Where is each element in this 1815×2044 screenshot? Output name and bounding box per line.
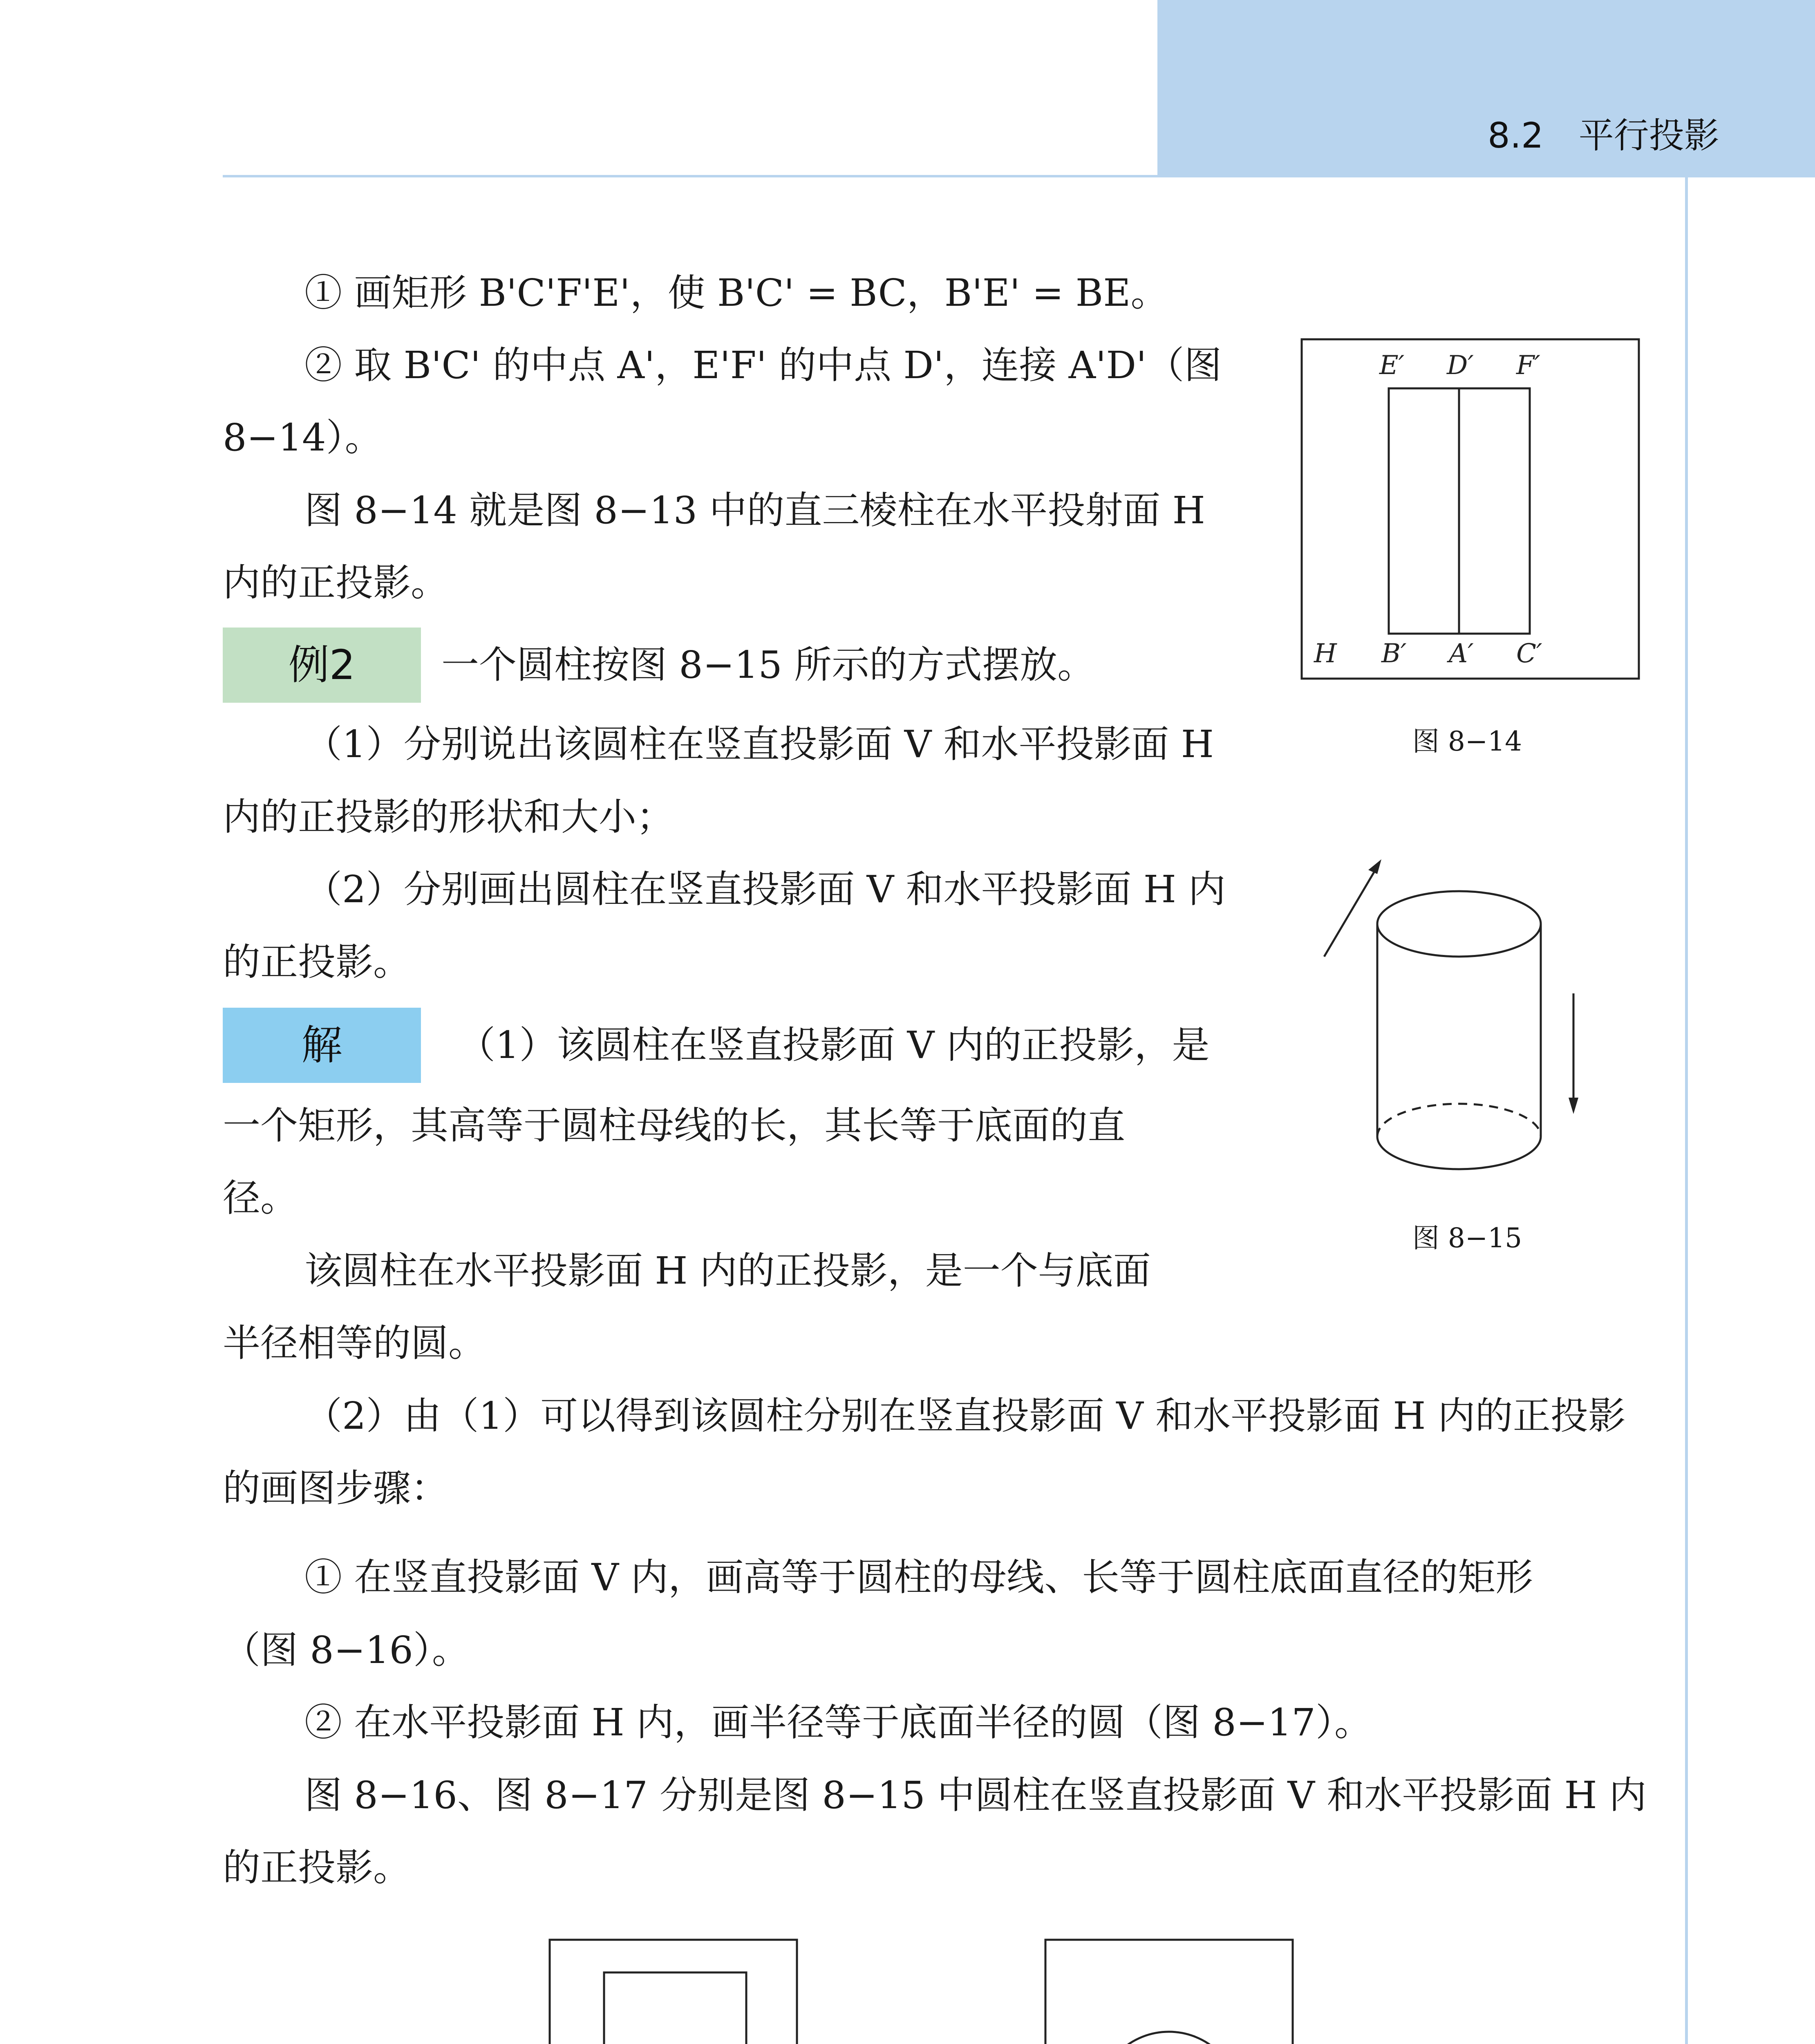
paragraph: 图 8−14 就是图 8−13 中的直三棱柱在水平投射面 H	[304, 489, 1205, 532]
figure-8-15	[1316, 850, 1602, 1177]
paragraph: 半径相等的圆。	[223, 1321, 486, 1365]
label-d-prime: D′	[1447, 350, 1474, 381]
oblique-arrow-head	[1368, 859, 1381, 874]
paragraph: （1）该圆柱在竖直投影面 V 内的正投影，是	[458, 1023, 1210, 1067]
label-f-prime: F′	[1516, 350, 1540, 381]
vertical-arrow-head	[1569, 1098, 1578, 1114]
paragraph: ② 在水平投影面 H 内，画半径等于底面半径的圆（图 8−17）。	[304, 1701, 1372, 1744]
paragraph: ① 画矩形 B'C'F'E'，使 B'C' = BC，B'E' = BE。	[304, 271, 1168, 315]
paragraph: 的正投影。	[223, 1846, 411, 1889]
paragraph: 的正投影。	[223, 940, 411, 984]
cylinder-bottom-back	[1377, 1104, 1541, 1136]
paragraph: 8−14）。	[223, 416, 383, 459]
label-a-prime: A′	[1449, 639, 1474, 669]
label-e-prime: E′	[1379, 350, 1405, 381]
cylinder-front-view	[604, 1972, 746, 2044]
section-title: 8.2 平行投影	[1488, 115, 1719, 156]
label-b-prime: B′	[1381, 639, 1407, 669]
paragraph: ① 在竖直投影面 V 内，画高等于圆柱的母线、长等于圆柱底面直径的矩形	[304, 1555, 1533, 1599]
figure-caption: 图 8−14	[1412, 726, 1522, 757]
horizontal-plane-frame	[1302, 339, 1639, 679]
solution-badge: 解	[223, 1008, 421, 1083]
vertical-plane-frame	[550, 1940, 797, 2044]
cylinder-top	[1377, 891, 1541, 957]
figure-caption: 图 8−15	[1412, 1222, 1522, 1254]
paragraph: 该圆柱在水平投影面 H 内的正投影，是一个与底面	[304, 1249, 1151, 1293]
figure-8-17	[1045, 1940, 1295, 2044]
label-c-prime: C′	[1516, 639, 1542, 669]
paragraph: 径。	[223, 1176, 298, 1220]
paragraph: 一个矩形，其高等于圆柱母线的长，其长等于底面的直	[223, 1104, 1126, 1148]
horizontal-plane-frame	[1045, 1940, 1293, 2044]
figure-8-16	[550, 1940, 799, 2044]
label-h: H	[1314, 639, 1337, 669]
paragraph: 图 8−16、图 8−17 分别是图 8−15 中圆柱在竖直投影面 V 和水平投影面 H 内	[304, 1773, 1647, 1817]
paragraph: 一个圆柱按图 8−15 所示的方式摆放。	[441, 643, 1095, 687]
oblique-arrow-line	[1324, 867, 1377, 957]
paragraph: （2）由（1）可以得到该圆柱分别在竖直投影面 V 和水平投影面 H 内的正投影	[304, 1394, 1626, 1438]
paragraph: （2）分别画出圆柱在竖直投影面 V 和水平投影面 H 内	[304, 867, 1226, 911]
cylinder-bottom-front	[1377, 1136, 1541, 1169]
paragraph: （1）分别说出该圆柱在竖直投影面 V 和水平投影面 H	[304, 722, 1214, 766]
paragraph: ② 取 B'C' 的中点 A'，E'F' 的中点 D'，连接 A'D'（图	[304, 343, 1222, 387]
right-margin-rule	[1685, 175, 1688, 2044]
paragraph: （图 8−16）。	[223, 1628, 470, 1672]
cylinder-top-view	[1097, 2032, 1240, 2044]
paragraph: 的画图步骤：	[223, 1466, 449, 1510]
figure-8-14	[1302, 339, 1641, 683]
top-divider	[223, 175, 1815, 177]
example-badge: 例2	[223, 628, 421, 703]
paragraph: 内的正投影。	[223, 561, 449, 605]
paragraph: 内的正投影的形状和大小；	[223, 795, 674, 839]
